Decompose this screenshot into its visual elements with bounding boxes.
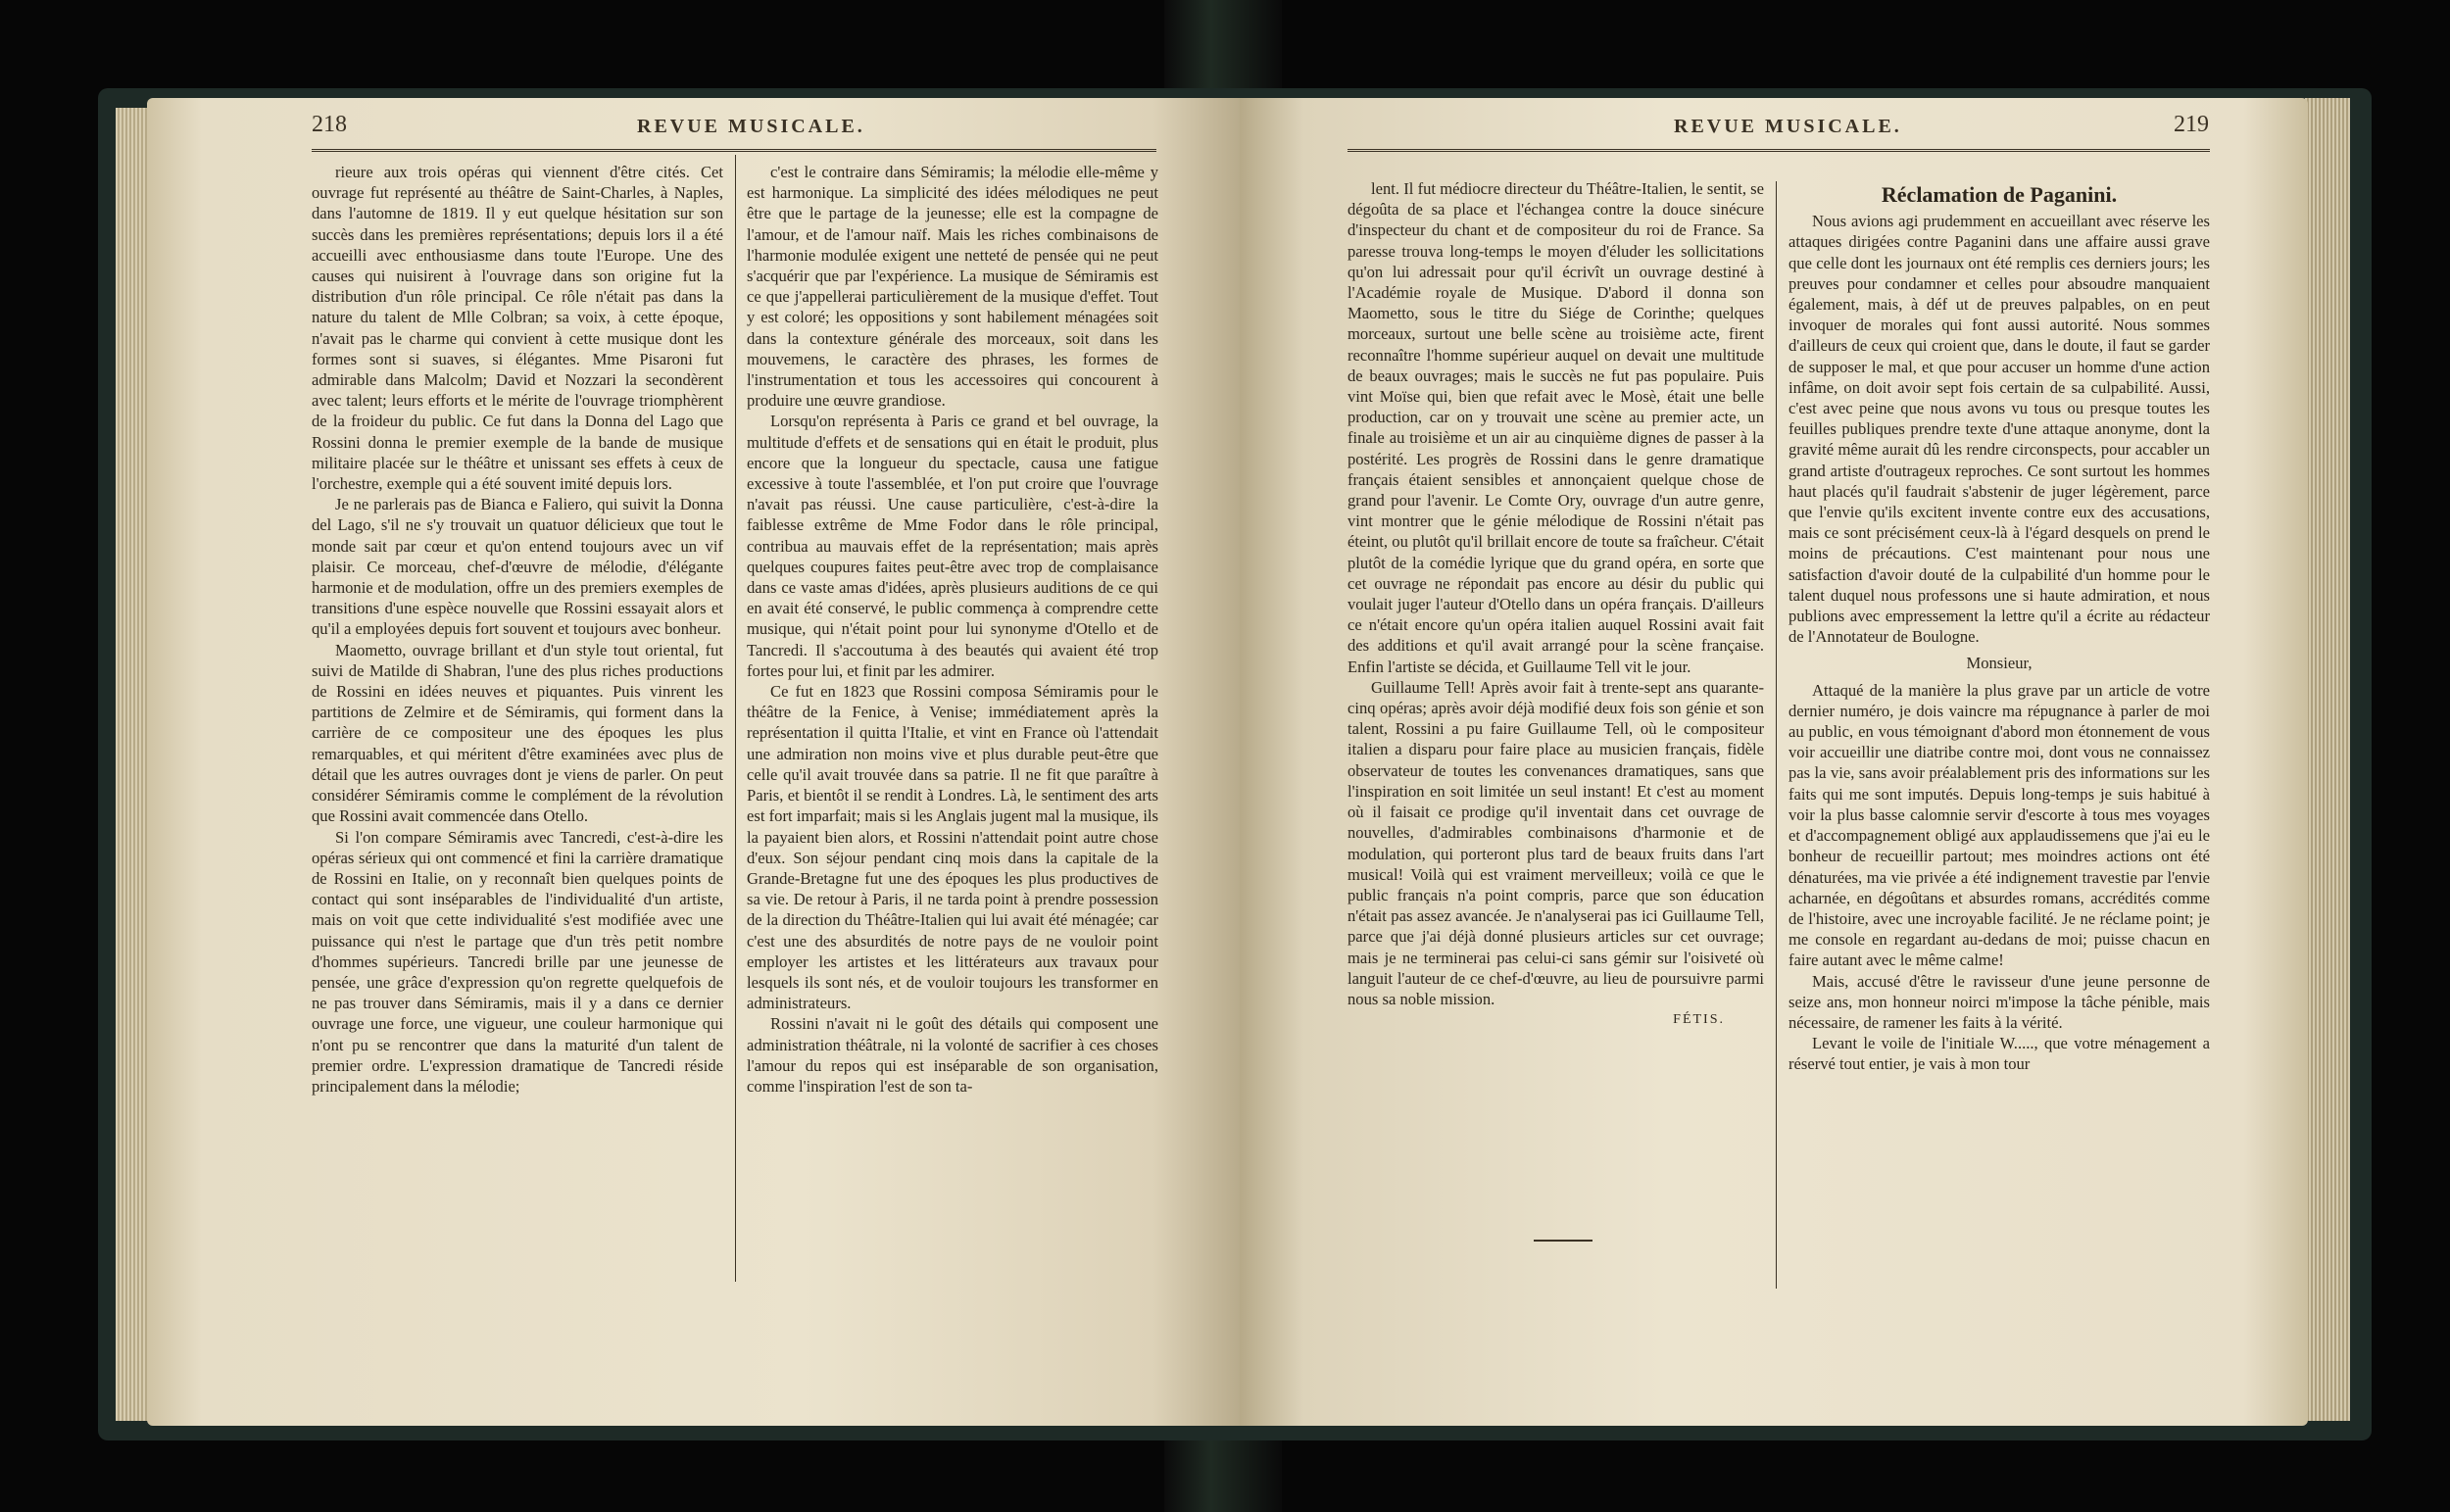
paragraph: Rossini n'avait ni le goût des détails qui composent une administration théâtrale, ni la volonté de sacrifier à ces choses l'amour du repos qui est inséparable de son organisation, comme l'inspiration l'est de son ta- [747, 1014, 1158, 1096]
article-end-rule [1534, 1240, 1592, 1242]
signature: FÉTIS. [1673, 1012, 1725, 1028]
paragraph: Attaqué de la manière la plus grave par un article de votre dernier numéro, je dois vaincre ma répugnance à parler de moi au public, en vous témoignant d'abord mon étonnement de vous voir accueillir une diatribe contre moi, dont vous ne connaissez pas la vie, sans avoir préalablement pris des informations sur les faits qui me sont imputés. Depuis long-temps je suis habitué à voir la plus basse calomnie servir d'escorte à tous mes voyages et d'accompagnement obligé aux applaudissemens que j'ai eu le bonheur de recueillir partout; mes moindres actions ont été dénaturées, ma vie privée a été indignement travestie par l'envie acharnée, en dégoûtans et absurdes romans, accrédités comme de l'histoire, avec une incroyable facilité. Je ne réclame point; je me console en regardant au-dedans de moi; puisse chacun en faire autant avec le même calme! [1788, 680, 2210, 970]
right-page-number: 219 [2174, 112, 2209, 137]
right-column-1 [1348, 178, 1764, 1030]
page-edges-right [2305, 98, 2350, 1421]
paragraph: Mais, accusé d'être le ravisseur d'une jeune personne de seize ans, mon honneur noirci m'impose la tâche pénible, mais nécessaire, de ramener les faits à la vérité. [1788, 971, 2210, 1032]
paragraph: lent. Il fut médiocre directeur du Théâtre-Italien, le sentit, se dégoûta de sa place et l'échangea contre la douce sinécure d'inspecteur du chant et de compositeur du roi de France. Sa paresse trouva long-temps le moyen d'éluder les sollicitations qu'on lui adressait pour qu'il écrivît un ouvrage destiné à l'Académie royale de Musique. D'abord il donna son Maometto, sous le titre du Siége de Corinthe; quelques morceaux, surtout une belle scène au troisième acte, firent reconnaître l'homme supérieur auquel on devait une multitude de beaux ouvrages; mais le succès ne fut pas populaire. Puis vint Moïse qui, bien que refait avec le Mosè, était une belle production, car on y trouvait une scène au premier acte, un finale au troisième et un air au cinquième dignes de passer à la postérité. Les progrès de Rossini dans le genre dramatique français étaient sensibles et annonçaient quelque chose de grand pour l'avenir. Le Comte Ory, ouvrage d'un autre genre, vint montrer que le génie mélodique de Rossini n'était pas éteint, ou plutôt qu'il brillait encore de toute sa fraîcheur. C'était plutôt de la comédie lyrique que du grand opéra, en sorte que cet ouvrage ne répondait pas encore au désir du public qui voulait juger l'auteur d'Otello dans un opéra français. D'ailleurs ce n'était encore qu'un opéra italien auquel Rossini avait fait des additions et qu'il avait arrangé pour la scène française. Enfin l'artiste se décida, et Guillaume Tell vit le jour. [1348, 179, 1764, 676]
page-edges-left [116, 108, 149, 1421]
paragraph: c'est le contraire dans Sémiramis; la mélodie elle-même y est harmonique. La simplicité des idées mélodiques ne peut être que le partage de la jeunesse; elle est la compagne de l'amour, et de l'amour naïf. Mais les riches combinaisons de l'harmonie modulée exigent une netteté de pensée qui ne peut s'acquérir que par l'expérience. La musique de Sémiramis est ce que j'appellerai particulièrement de la musique d'effet. Tout y est coloré; les oppositions y sont habilement ménagées soit dans la contexture générale des morceaux, soit dans les mouvemens, le caractère des phrases, les formes de l'instrumentation et tous les accessoires qui concourent à produire une œuvre grandiose. [747, 163, 1158, 411]
paragraph: Je ne parlerais pas de Bianca e Faliero, qui suivit la Donna del Lago, s'il ne s'y trouvait un quatuor délicieux que tout le monde sait par cœur et qu'on entend toujours avec un vif plaisir. Ce morceau, chef-d'œuvre de mélodie, d'élégante harmonie et de modulation, offre un des premiers exemples de transitions d'une espèce nouvelle que Rossini essayait alors et qu'il a employées depuis fort souvent et toujours avec bonheur. [312, 495, 723, 639]
paragraph: Maometto, ouvrage brillant et d'un style tout oriental, fut suivi de Matilde di Shabran, l'une des plus riches productions de Rossini en idées neuves et piquantes. Puis vinrent les partitions de Zelmire et de Sémiramis, qui forment dans la carrière de ce compositeur une des époques les plus remarquables, et qui méritent d'être examinées avec plus de détail que les autres ouvrages dont je viens de parler. On peut considérer Sémiramis comme le complément de la révolution que Rossini avait commencée dans Otello. [312, 640, 723, 826]
right-header-rule [1348, 149, 2210, 152]
right-running-head: REVUE MUSICALE. [1674, 116, 1902, 137]
right-column-divider [1776, 181, 1777, 1289]
left-running-head: REVUE MUSICALE. [637, 116, 865, 137]
paragraph: Lorsqu'on représenta à Paris ce grand et bel ouvrage, la multitude d'effets et de sensations qui en était le produit, plus encore que la longueur du spectacle, causa une fatigue excessive à toute l'assemblée, et l'on put croire que l'ouvrage n'avait pas réussi. Une cause particulière, c'est-à-dire la faiblesse extrême de Mme Fodor dans le rôle principal, contribua au mauvais effet de la représentation; mais après quelques coupures faites peut-être avec trop de complaisance dans ce vaste amas d'idées, après plusieurs auditions de ce qui en avait été conservé, le public commença à comprendre cette musique, qui n'était point pour lui synonyme d'Otello et de Tancredi. Il s'accoutuma à des beautés qui avaient été trop fortes pour lui, et finit par les admirer. [747, 412, 1158, 680]
paragraph: Nous avions agi prudemment en accueillant avec réserve les attaques dirigées contre Paganini dans une affaire aussi grave que celle dont les journaux ont été remplis ces derniers jours; les preuves pour condamner et celles pour absoudre manquaient également, mais, à déf ut de preuves palpables, on en peut invoquer de morales qui font aussi autorité. Nous sommes d'ailleurs de ceux qui croient que, dans le doute, il faut se garder de supposer le mal, et que pour accuser un homme d'une action infâme, on doit avoir sept fois certain de sa culpabilité. Aussi, c'est avec peine que nous avons vu tous ou presque toutes les feuilles publiques prendre texte d'une attaque anonyme, dont la gravité même aurait dû les rendre circonspects, pour accabler un grand artiste d'outrageux reproches. Ce sont surtout les hommes haut placés qu'il faudrait s'abstenir de juger légèrement, parce que l'envie qu'ils excitent invente contre eux des accusations, mais ce sont précisément ceux-là à l'égard desquels on prend le moins de précautions. C'est maintenant pour nous une satisfaction d'avoir douté de la culpabilité d'un homme pour le talent duquel nous professons une si haute admiration, et nous publions avec empressement la lettre qu'il a écrite au rédacteur de l'Annotateur de Boulogne. [1788, 212, 2210, 647]
left-column-1 [312, 162, 723, 1097]
paragraph: rieure aux trois opéras qui viennent d'être cités. Cet ouvrage fut représenté au théâtre de Saint-Charles, à Naples, dans l'automne de 1819. Il y eut quelque hésitation sur son succès dans les premières représentations; depuis lors il a été accueilli avec enthousiasme dans toute l'Europe. Une des causes qui nuisirent à l'ouvrage dans son origine fut la distribution d'un rôle principal. Ce rôle n'était pas dans la nature du talent de Mlle Colbran; sa voix, à cette époque, n'avait pas le charme qui convient à cette musique dont les formes sont si suaves, si élégantes. Mme Pisaroni fut admirable dans Malcolm; David et Nozzari la secondèrent avec talent; leurs efforts et le mérite de l'ouvrage triomphèrent de la froideur du public. Ce fut dans la Donna del Lago que Rossini donna le premier exemple de la bande de musique militaire placée sur le théâtre et unissant ses effets à ceux de l'orchestre, exemple qui a été souvent imité depuis lors. [312, 163, 723, 494]
paragraph: Si l'on compare Sémiramis avec Tancredi, c'est-à-dire les opéras sérieux qui ont commencé et fini la carrière dramatique de Rossini en Italie, on y reconnaît bien quelques points de contact qui sont inséparables de l'individualité d'un artiste, mais on voit que cette individualité s'est modifiée avec une puissance qui n'est le partage que d'un très petit nombre d'hommes supérieurs. Tancredi brille par une jeunesse de pensée, une grâce d'expression qu'on regrette quelquefois de ne pas trouver dans Sémiramis, mais il y a dans ce dernier ouvrage une force, une vigueur, une couleur harmonique qui n'ont pu se rencontrer que dans la maturité d'un talent de premier ordre. L'expression dramatique de Tancredi réside principalement dans la mélodie; [312, 827, 723, 1096]
paragraph: Guillaume Tell! Après avoir fait à trente-sept ans quarante-cinq opéras; après avoir déjà modifié deux fois son génie et son talent, Rossini a pu faire Guillaume Tell, où le compositeur italien a disparu pour faire place au musicien français, fidèle observateur de toutes les convenances dramatiques, sans que l'inspiration en soit limitée un seul instant! Et c'est au moment où il faisait ce prodige qu'il inventait dans cet ouvrage de nouvelles, d'admirables combinaisons d'harmonie et de modulation, qui porteront plus tard de beaux fruits dans l'art musical! Voilà qui est vraiment merveilleux; voilà ce que le public français n'a point compris, parce que son éducation n'était pas assez avancée. Je n'analyserai pas ici Guillaume Tell, parce que j'ai déjà donné plusieurs articles sur cet ouvrage; mais je ne terminerai pas celui-ci sans gémir sur l'oisiveté où languit l'auteur de ce chef-d'œuvre, au lieu de poursuivre parmi nous sa noble mission. [1348, 677, 1764, 1008]
paragraph: Ce fut en 1823 que Rossini composa Sémiramis pour le théâtre de la Fenice, à Venise; immédiatement après la représentation il quitta l'Italie, et vint en France où l'attendait une admiration non moins vive et plus durable peut-être que celle qu'il avait trouvée dans sa patrie. Il ne fit que paraître à Paris, et bientôt il se rendit à Londres. Là, le sentiment des arts est fort imparfait; mais si les Anglais jugent mal la musique, ils la payaient bien alors, et Rossini n'attendait point autre chose d'eux. Son séjour pendant cinq mois dans la capitale de la Grande-Bretagne fut une des époques les plus productives de sa vie. De retour à Paris, il ne tarda point à prendre possession de la direction du Théâtre-Italien qui lui avait été ménagée; car c'est une des absurdités de notre pays de ne vouloir point employer les artistes et les littérateurs aux travaux pour lesquels ils sont nés, et de vouloir toujours les transformer en administrateurs. [747, 682, 1158, 1013]
left-header-rule [312, 149, 1156, 152]
right-column-2 [1788, 184, 2210, 1075]
left-page-number: 218 [312, 112, 347, 137]
article-title: Réclamation de Paganini. [1881, 182, 2118, 207]
salutation: Monsieur, [1966, 654, 2033, 673]
left-column-divider [735, 155, 736, 1282]
paragraph: Levant le voile de l'initiale W....., que votre ménagement a réservé tout entier, je vais à mon tour [1788, 1034, 2210, 1074]
left-column-2 [747, 162, 1158, 1097]
